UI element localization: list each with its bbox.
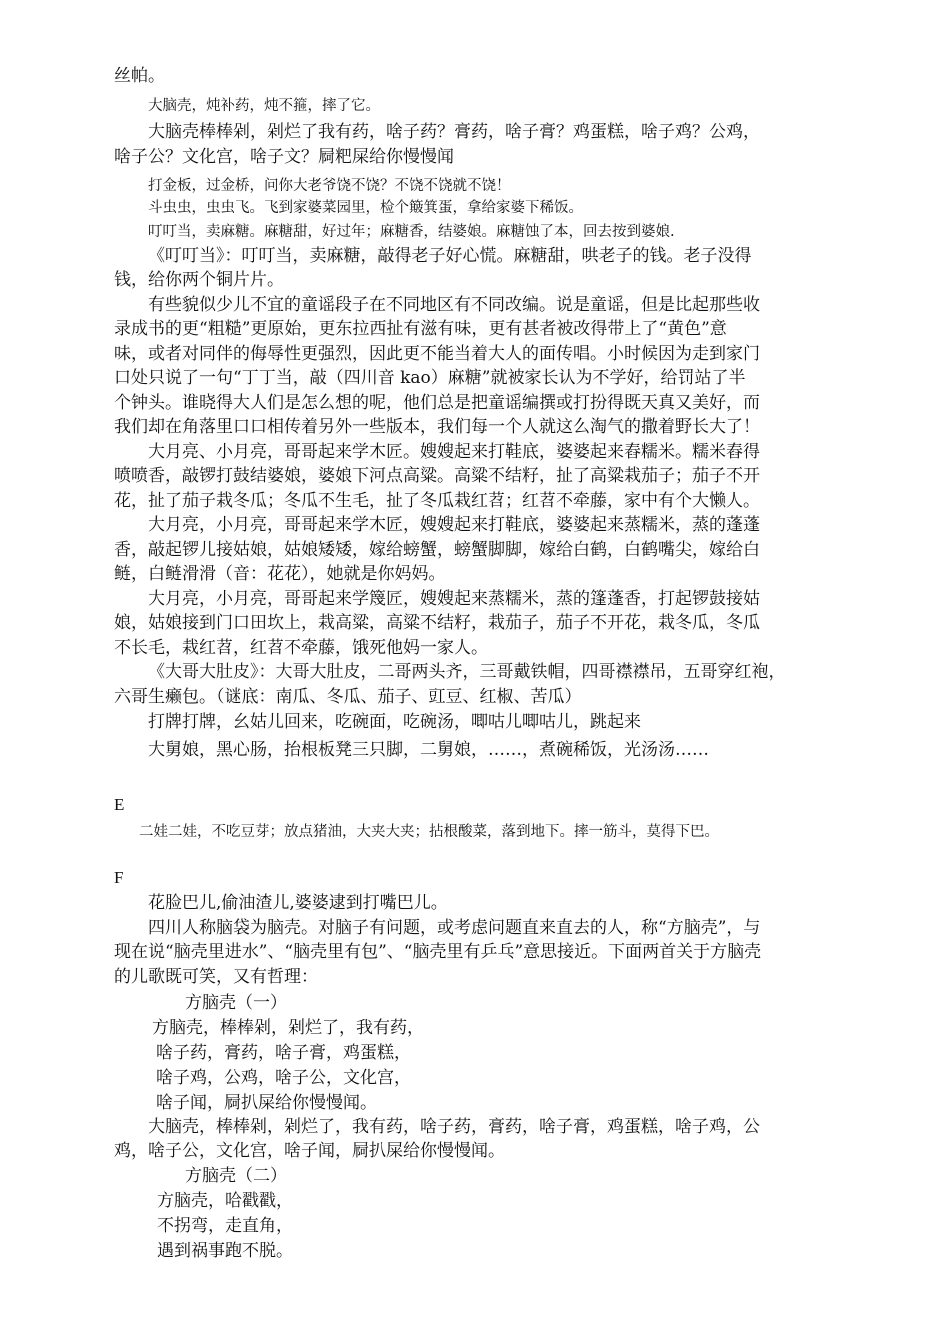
text-line: 的儿歌既可笑，又有哲理： [114,967,318,987]
text-line: 娘，姑娘接到门口田坎上，栽高粱，高粱不结籽，栽茄子，茄子不开花，栽冬瓜，冬瓜 [114,613,760,633]
text-line: 大月亮，小月亮，哥哥起来学篾匠，嫂嫂起来蒸糯米，蒸的篷蓬香，打起锣鼓接姑 [148,589,760,609]
text-line: 大脑壳棒棒剁，剁烂了我有药，啥子药？膏药，啥子膏？鸡蛋糕，啥子鸡？公鸡， [148,122,760,142]
text-line: 《叮叮当》：叮叮当，卖麻糖，敲得老子好心慌。麻糖甜，哄老子的钱。老子没得 [148,246,752,266]
section-heading-f: F [114,868,124,887]
text-line: 现在说“脑壳里进水”、“脑壳里有包”、“脑壳里有乒乓”意思接近。下面两首关于方脑壳 [114,942,762,962]
poem-title: 方脑壳（一） [185,993,287,1013]
text-line: 大月亮、小月亮，哥哥起来学木匠。嫂嫂起来打鞋底，婆婆起来舂糯米。糯米舂得 [148,442,760,462]
poem-line: 啥子药，膏药，啥子膏，鸡蛋糕， [156,1043,411,1063]
text-line: 花，扯了茄子栽冬瓜；冬瓜不生毛，扯了冬瓜栽红苕；红苕不牵藤，家中有个大懒人。 [114,491,760,511]
text-line: 我们却在角落里口口相传着另外一些版本，我们每一个人就这么淘气的撒着野长大了！ [114,417,760,437]
text-line: 丝帕。 [114,66,165,86]
text-line: 打金板，过金桥，问你大老爷饶不饶？不饶不饶就不饶！ [148,178,511,194]
poem-line: 啥子闻，屙扒屎给你慢慢闻。 [156,1093,377,1113]
text-line: 鲢，白鲢滑滑（音：花花），她就是你妈妈。 [114,564,446,584]
text-line: 大脑壳，炖补药，炖不箍，摔了它。 [148,98,380,114]
text-line: 口处只说了一句“丁丁当，敲（四川音 kao）麻糖”就被家长认为不学好，给罚站了半 [114,368,746,388]
text-line: 二娃二娃，不吃豆芽；放点猪油，大夹大夹；拈根酸菜，落到地下。摔一筋斗，莫得下巴。 [139,824,719,840]
text-line: 花脸巴儿,偷油渣儿,婆婆逮到打嘴巴儿。 [148,893,448,913]
text-line: 香，敲起锣儿接姑娘，姑娘矮矮，嫁给螃蟹，螃蟹脚脚，嫁给白鹤，白鹤嘴尖，嫁给白 [114,540,760,560]
text-line: 喷喷香，敲锣打鼓结婆娘，婆娘下河点高粱。高粱不结籽，扯了高粱栽茄子；茄子不开 [114,466,760,486]
text-line: 个钟头。谁晓得大人们是怎么想的呢，他们总是把童谣编撰或打扮得既天真又美好，而 [114,393,760,413]
text-line: 《大哥大肚皮》：大哥大肚皮，二哥两头齐，三哥戴铁帽，四哥襟襟吊，五哥穿红袍， [148,662,786,682]
text-line: 大脑壳，棒棒剁，剁烂了，我有药，啥子药，膏药，啥子膏，鸡蛋糕，啥子鸡，公 [148,1117,760,1137]
poem-line: 不拐弯，走直角， [157,1216,293,1236]
text-line: 叮叮当，卖麻糖。麻糖甜，好过年；麻糖香，结婆娘。麻糖蚀了本，回去按到婆娘. [148,224,675,240]
poem-line: 方脑壳，棒棒剁，剁烂了，我有药， [152,1018,424,1038]
poem-line: 遇到祸事跑不脱。 [157,1241,293,1261]
text-line: 打牌打牌，幺姑儿回来，吃碗面，吃碗汤，唧咕儿唧咕儿，跳起来 [148,712,641,732]
text-line: 录成书的更“粗糙”更原始，更东拉西扯有滋有味，更有甚者被改得带上了“黄色”意 [114,319,727,339]
text-line: 斗虫虫，虫虫飞。飞到家婆菜园里，检个簸箕蛋，拿给家婆下稀饭。 [148,200,583,216]
poem-title: 方脑壳（二） [185,1166,287,1186]
text-line: 大舅娘，黑心肠，抬根板凳三只脚，二舅娘，……，煮碗稀饭，光汤汤…… [148,740,709,760]
poem-line: 啥子鸡，公鸡，啥子公，文化宫， [156,1068,411,1088]
text-line: 钱，给你两个铜片片。 [114,270,284,290]
poem-line: 方脑壳，哈戳戳， [157,1191,293,1211]
text-line: 四川人称脑袋为脑壳。对脑子有问题，或考虑问题直来直去的人，称“方脑壳”，与 [148,918,761,938]
text-line: 鸡，啥子公，文化宫，啥子闻，屙扒屎给你慢慢闻。 [114,1141,505,1161]
section-heading-e: E [114,795,125,814]
text-line: 大月亮，小月亮，哥哥起来学木匠，嫂嫂起来打鞋底，婆婆起来蒸糯米，蒸的蓬蓬 [148,515,760,535]
text-line: 味，或者对同伴的侮辱性更强烈，因此更不能当着大人的面传唱。小时候因为走到家门 [114,344,760,364]
text-line: 啥子公？文化宫，啥子文？屙粑屎给你慢慢闻 [114,147,454,167]
text-line: 六哥生癞包。（谜底：南瓜、冬瓜、茄子、豇豆、红椒、苦瓜） [114,687,582,707]
text-line: 有些貌似少儿不宜的童谣段子在不同地区有不同改编。说是童谣，但是比起那些收 [148,295,760,315]
text-line: 不长毛，栽红苕，红苕不牵藤，饿死他妈一家人。 [114,638,488,658]
